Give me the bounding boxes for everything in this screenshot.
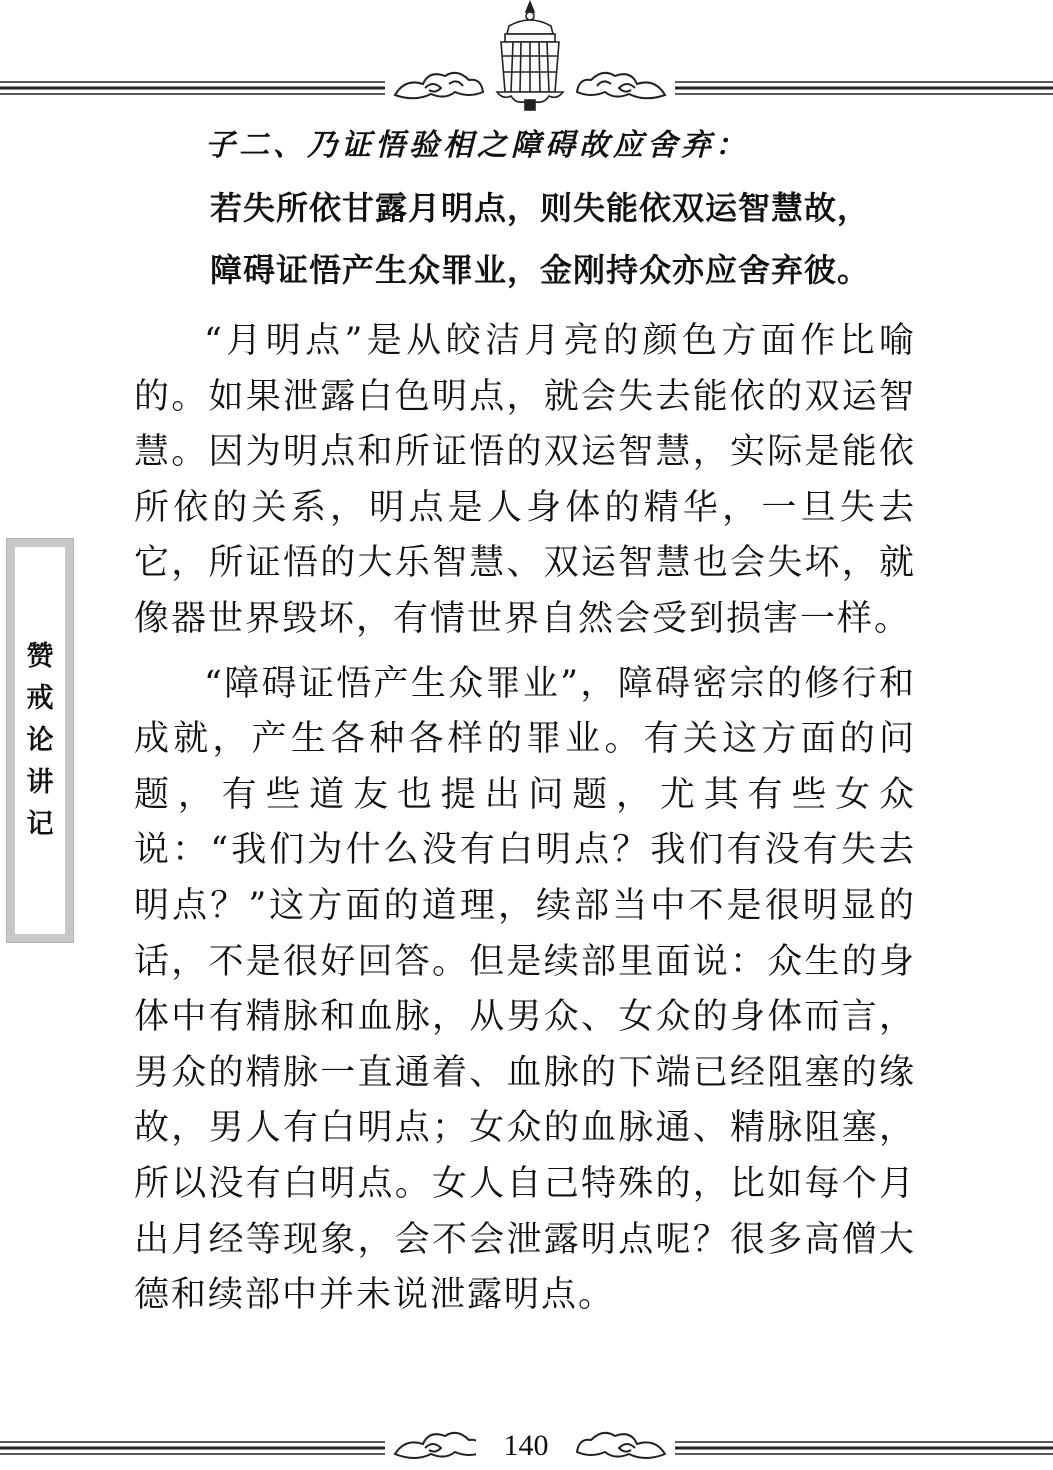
side-tab-char: 赞 <box>26 640 54 672</box>
commentary-body <box>134 314 916 1324</box>
side-tab-char: 记 <box>26 808 54 840</box>
book-title-side-tab <box>6 538 74 943</box>
side-tab-label <box>15 547 65 934</box>
banner-icon <box>497 2 563 110</box>
commentary-paragraph: “月明点”是从皎洁月亮的颜色方面作比喻的。如果泄露白色明点，就会失去能依的双运智慧。因为明点和所证悟的双运智慧，实际是能依所依的关系，明点是人身体的精华，一旦失去它，所证悟的大乐智慧、双运智慧也会失坏，就像器世界毁坏，有情世界自然会受到损害一样。 <box>134 321 916 639</box>
page-number: 140 <box>476 1426 576 1466</box>
side-tab-char: 讲 <box>26 766 54 798</box>
section-subtitle: 子二、乃证悟验相之障碍故应舍弃： <box>205 128 749 163</box>
side-tab-char: 戒 <box>26 682 54 714</box>
verse-line: 若失所依甘露月明点，则失能依双运智慧故， <box>210 189 871 227</box>
verse-line: 障碍证悟产生众罪业，金刚持众亦应舍弃彼。 <box>210 251 871 289</box>
commentary-paragraph: “障碍证悟产生众罪业”，障碍密宗的修行和成就，产生各种各样的罪业。有关这方面的问题，有些道友也提出问题，尤其有些女众说：“我们为什么没有白明点？我们有没有失去明点？”这方面的道理，续部当中不是很明显的话，不是很好回答。但是续部里面说：众生的身体中有精脉和血脉，从男众、女众的身体而言，男众的精脉一直通着、血脉的下端已经阻塞的缘故，男人有白明点；女众的血脉通、精脉阻塞，所以没有白明点。女人自己特殊的，比如每个月出月经等现象，会不会泄露明点呢？很多高僧大德和续部中并未说泄露明点。 <box>134 663 916 1316</box>
victory-banner-ornament-icon <box>385 0 675 112</box>
side-tab-char: 论 <box>26 724 54 756</box>
